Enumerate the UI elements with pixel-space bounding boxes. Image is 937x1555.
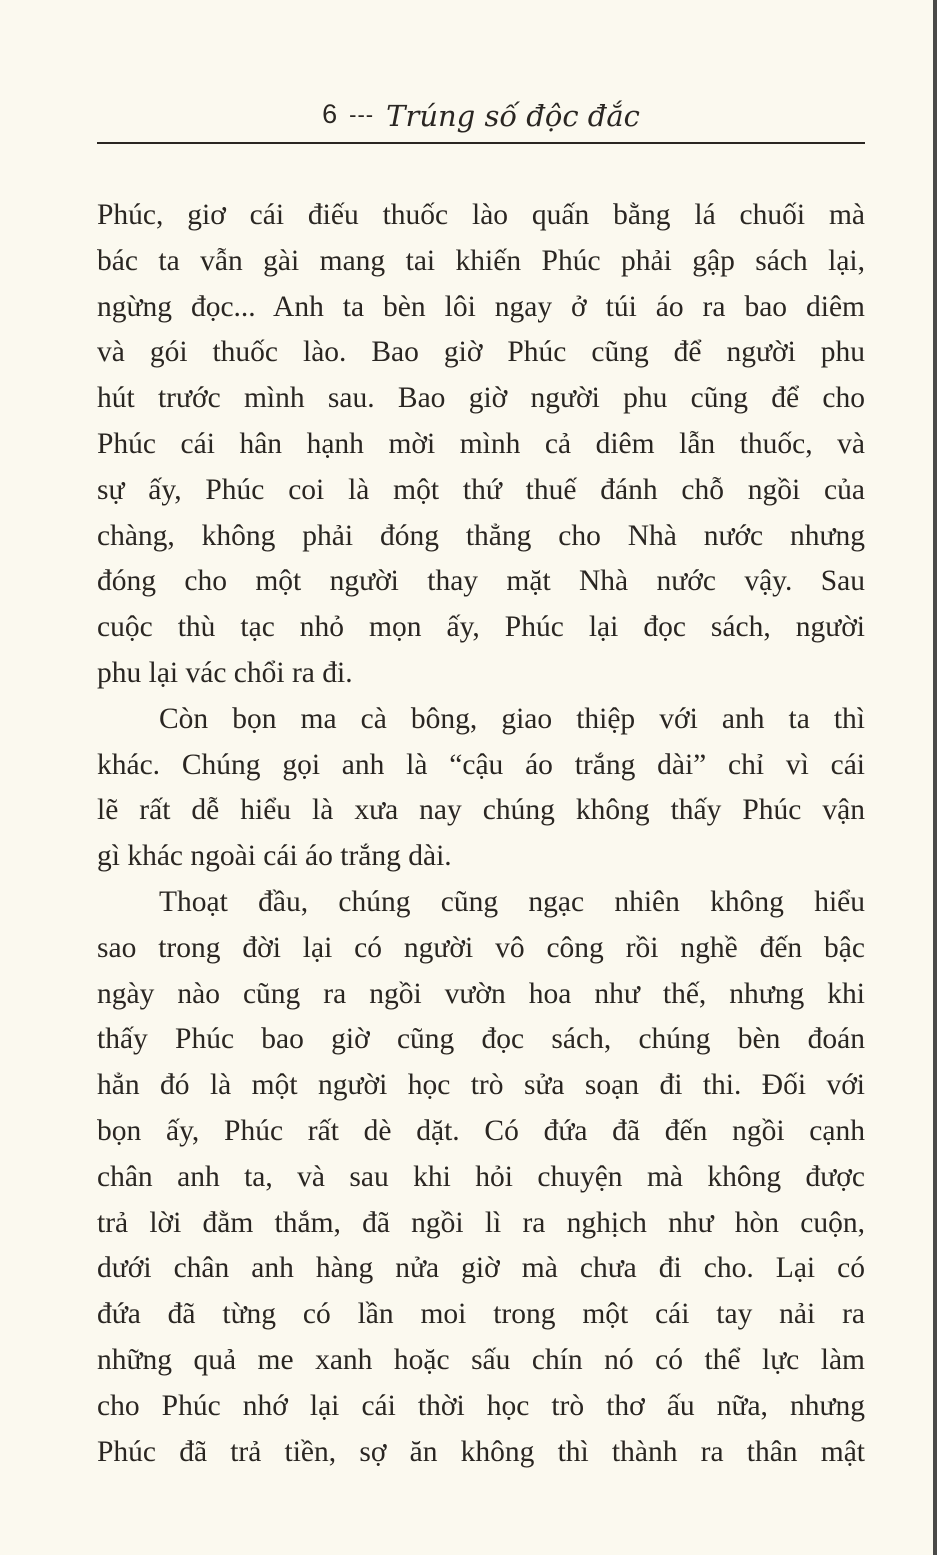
text-line: bọn ấy, Phúc rất dè dặt. Có đứa đã đến ngồi cạnh [97, 1114, 865, 1147]
text-line: chàng, không phải đóng thẳng cho Nhà nước nhưng [97, 519, 865, 552]
text-line: Phúc, giơ cái điếu thuốc lào quấn bằng lá chuối mà [97, 199, 865, 231]
text-line: trả lời đằm thắm, đã ngồi lì ra nghịch như hòn cuộn, [97, 1206, 865, 1239]
text-line: Phúc đã trả tiền, sợ ăn không thì thành ra thân mật [97, 1435, 865, 1468]
text-line: phu lại vác chổi ra đi. [97, 656, 353, 689]
text-line: ngừng đọc... Anh ta bèn lôi ngay ở túi áo ra bao diêm [97, 290, 865, 323]
text-line: gì khác ngoài cái áo trắng dài. [97, 840, 452, 873]
header-rule [97, 142, 865, 144]
body-text [97, 193, 865, 1475]
text-line: hút trước mình sau. Bao giờ người phu cũng để cho [97, 382, 865, 415]
text-line: thấy Phúc bao giờ cũng đọc sách, chúng bèn đoán [97, 1023, 865, 1056]
text-line: Thoạt đầu, chúng cũng ngạc nhiên không hiểu [159, 885, 865, 918]
text-line: đứa đã từng có lần moi trong một cái tay nải ra [97, 1298, 865, 1331]
text-line: bác ta vẫn gài mang tai khiến Phúc phải gập sách lại, [97, 244, 865, 277]
text-line: lẽ rất dễ hiểu là xưa nay chúng không thấy Phúc vận [97, 794, 865, 827]
text-line: Còn bọn ma cà bông, giao thiệp với anh ta thì [159, 702, 865, 735]
text-line: ngày nào cũng ra ngồi vườn hoa như thế, nhưng khi [97, 977, 865, 1010]
text-line: cuộc thù tạc nhỏ mọn ấy, Phúc lại đọc sách, người [97, 611, 865, 644]
text-line: khác. Chúng gọi anh là “cậu áo trắng dài” chỉ vì cái [97, 748, 865, 781]
running-header [98, 92, 864, 142]
text-line: sự ấy, Phúc coi là một thứ thuế đánh chỗ ngồi của [97, 473, 865, 506]
text-line: hẳn đó là một người học trò sửa soạn đi thi. Đối với [97, 1069, 865, 1102]
book-title: Trúng số độc đắc [386, 99, 640, 133]
text-line: chân anh ta, và sau khi hỏi chuyện mà không được [97, 1160, 865, 1193]
text-line: cho Phúc nhớ lại cái thời học trò thơ ấu nữa, nhưng [97, 1389, 865, 1422]
text-line: đóng cho một người thay mặt Nhà nước vậy. Sau [97, 565, 865, 598]
text-line: Phúc cái hân hạnh mời mình cả diêm lẫn thuốc, và [97, 427, 865, 460]
text-line: và gói thuốc lào. Bao giờ Phúc cũng để người phu [97, 336, 865, 369]
page-number: 6 [322, 99, 338, 129]
text-line: dưới chân anh hàng nửa giờ mà chưa đi cho. Lại có [97, 1252, 865, 1285]
text-line: những quả me xanh hoặc sấu chín nó có thể lực làm [97, 1343, 865, 1376]
page-edge-shadow [933, 0, 937, 1555]
header-separator: --- [349, 102, 375, 127]
text-line: sao trong đời lại có người vô công rồi nghề đến bậc [97, 931, 865, 964]
